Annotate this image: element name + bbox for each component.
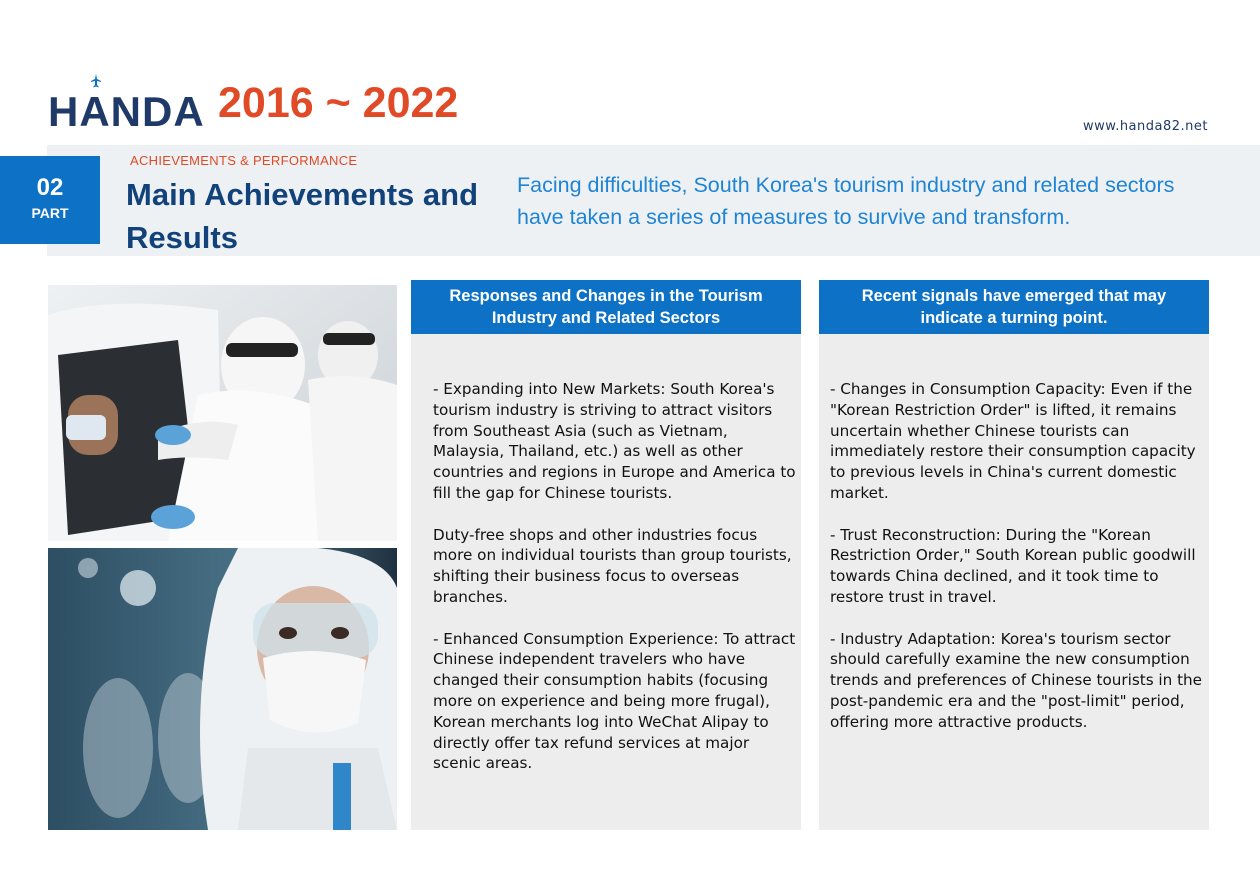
logo-text: HANDA	[48, 88, 205, 135]
turning-point-panel	[819, 280, 1209, 830]
responses-paragraph: - Expanding into New Markets: South Korea's tourism industry is striving to attract visitors from Southeast Asia (such as Vietnam, Malaysia, Thailand, etc.) as well as other countries and regions in Europe and America to fill the gap for Chinese tourists.	[433, 380, 796, 502]
section-kicker: ACHIEVEMENTS & PERFORMANCE	[130, 153, 358, 168]
responses-panel-heading	[411, 280, 801, 334]
responses-heading-text: Responses and Changes in the Tourism Industry and Related Sectors	[449, 287, 763, 327]
turning-point-paragraph: - Industry Adaptation: Korea's tourism sector should carefully examine the new consumption trends and preferences of Chinese tourists in the post-pandemic era and the "post-limit" period, offering more attractive products.	[830, 629, 1203, 731]
website-url: www.handa82.net	[1082, 119, 1208, 134]
handa-logo	[48, 74, 205, 135]
section-description: Facing difficulties, South Korea's tourism industry and related sectors have taken a series of measures to survive and transform.	[517, 173, 1175, 229]
part-badge	[0, 156, 100, 244]
turning-point-panel-body	[830, 379, 1208, 753]
responses-paragraph: - Enhanced Consumption Experience: To attract Chinese independent travelers who have changed their consumption habits (focusing more on experience and being more frugal), Korean merchants log into WeChat Alipay to directly offer tax refund services at major scenic areas.	[433, 629, 796, 773]
part-number: 02	[36, 174, 64, 201]
photo-protective-suit-portrait	[48, 548, 397, 830]
photo-drive-through-testing	[48, 285, 397, 541]
responses-paragraph: Duty-free shops and other industries focus more on individual tourists than group tourists, shifting their business focus to overseas branches.	[433, 525, 792, 606]
turning-point-panel-heading	[819, 280, 1209, 334]
turning-point-paragraph: - Changes in Consumption Capacity: Even if the "Korean Restriction Order" is lifted, it remains uncertain whether Chinese tourists can immediately restore their consumption capacity to previous levels in China's current domestic market.	[830, 380, 1196, 502]
turning-point-heading-text: Recent signals have emerged that may indicate a turning point.	[861, 287, 1167, 327]
airplane-icon	[91, 74, 101, 88]
year-range: 2016 ~ 2022	[218, 79, 459, 127]
responses-panel	[411, 280, 801, 830]
section-title: Main Achievements and Results	[126, 177, 479, 255]
responses-panel-body	[433, 379, 801, 795]
part-label: PART	[31, 205, 69, 221]
turning-point-paragraph: - Trust Reconstruction: During the "Korean Restriction Order," South Korean public goodwill towards China declined, and it took time to restore trust in travel.	[830, 525, 1196, 606]
